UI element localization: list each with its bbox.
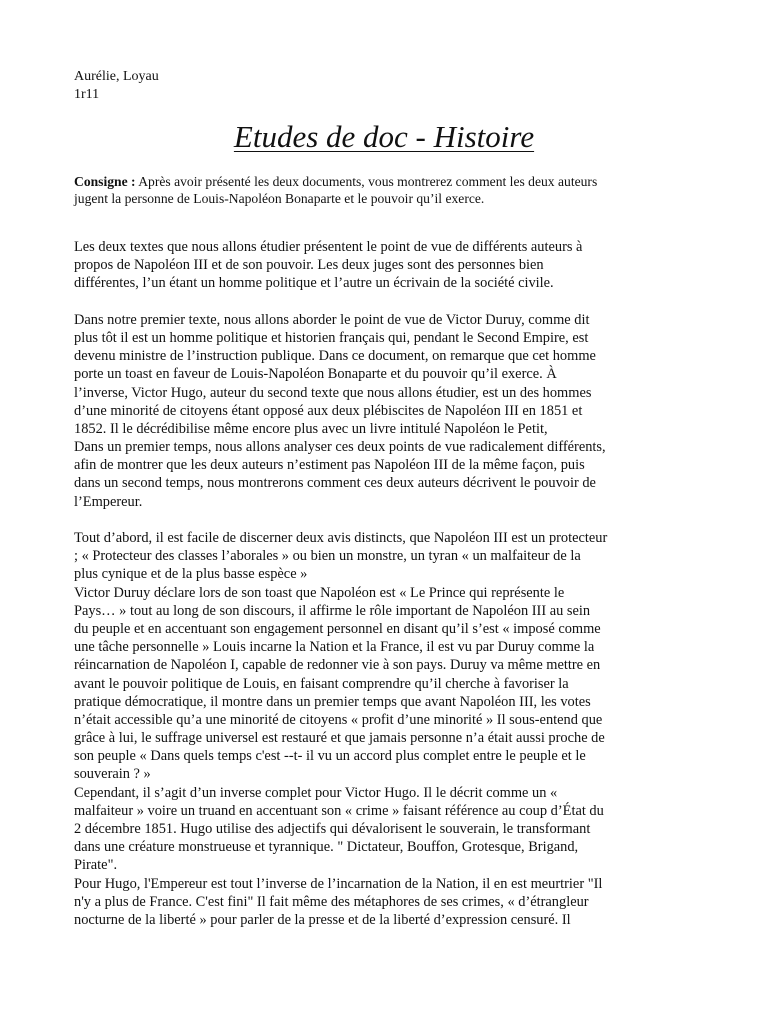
text-line: Dans un premier temps, nous allons analyser ces deux points de vue radicalement différents, — [74, 439, 606, 456]
text-line: différentes, l’un étant un homme politique et l’autre un écrivain de la société civile. — [74, 275, 554, 292]
text-line: avant le pouvoir politique de Louis, en faisant comprendre qu’il cherche à favoriser la — [74, 675, 569, 692]
text-line: son peuple « Dans quels temps c'est --t- il vu un accord plus complet entre le peuple et le — [74, 748, 586, 765]
text-line: Dans notre premier texte, nous allons aborder le point de vue de Victor Duruy, comme dit — [74, 311, 590, 328]
text-line: propos de Napoléon III et de son pouvoir. Les deux juges sont des personnes bien — [74, 257, 544, 274]
text-line: Cependant, il s’agit d’un inverse complet pour Victor Hugo. Il le décrit comme un « — [74, 784, 558, 801]
paragraph-2 — [74, 311, 704, 511]
paragraph-3 — [74, 529, 704, 929]
consigne-line-1 — [74, 173, 714, 190]
text-line: Pour Hugo, l'Empereur est tout l’inverse de l’incarnation de la Nation, il en est meurtrier "Il — [74, 875, 603, 892]
consigne-line-2: jugent la personne de Louis-Napoléon Bonaparte et le pouvoir qu’il exerce. — [74, 191, 485, 206]
text-line: l’Empereur. — [74, 493, 143, 510]
text-line: une tâche personnelle » Louis incarne la Nation et la France, il est vu par Duruy comme la — [74, 639, 595, 656]
text-line: 1852. Il le décrédibilise même encore plus avec un livre intitulé Napoléon le Petit, — [74, 420, 548, 437]
text-line: plus tôt il est un homme politique et historien français qui, pendant le Second Empire, est — [74, 329, 589, 346]
text-line: afin de montrer que les deux auteurs n’estiment pas Napoléon III de la même façon, puis — [74, 457, 585, 474]
text-line: réincarnation de Napoléon I, capable de redonner vie à son pays. Duruy va même mettre en — [74, 657, 601, 674]
text-line: Les deux textes que nous allons étudier présentent le point de vue de différents auteurs à — [74, 239, 583, 255]
paragraph-1 — [74, 238, 704, 293]
text-line: du peuple et en accentuant son engagement personnel en disant qu’il s’est « imposé comme — [74, 620, 601, 637]
text-line: grâce à lui, le suffrage universel est restauré et que jamais personne n’a était aussi proche de — [74, 730, 605, 747]
consigne-label: Consigne : — [74, 174, 136, 189]
consigne-block — [74, 173, 714, 207]
text-line: l’inverse, Victor Hugo, auteur du second texte que nous allons étudier, est un des hommes — [74, 384, 592, 401]
text-line: Tout d’abord, il est facile de discerner deux avis distincts, que Napoléon III est un protecteur — [74, 530, 608, 546]
text-line: Victor Duruy déclare lors de son toast que Napoléon est « Le Prince qui représente le — [74, 584, 565, 601]
document-body — [74, 238, 704, 929]
consigne-text: Après avoir présenté les deux documents, vous montrerez comment les deux auteurs — [135, 174, 598, 189]
author-block — [74, 68, 159, 104]
text-line: malfaiteur » voire un truand en accentuant son « crime » faisant référence au coup d’État du — [74, 802, 604, 819]
text-line: dans une créature monstrueuse et tyrannique. " Dictateur, Bouffon, Grotesque, Brigand, — [74, 839, 579, 856]
text-line: ; « Protecteur des classes l’aborales » ou bien un monstre, un tyran « un malfaiteur de la — [74, 548, 581, 565]
author-name: Aurélie, Loyau — [74, 69, 159, 84]
text-line: d’une minorité de citoyens étant opposé aux deux plébiscites de Napoléon III en 1851 et — [74, 402, 583, 419]
text-line: plus cynique et de la plus basse espèce » — [74, 566, 308, 583]
text-line: nocturne de la liberté » pour parler de la presse et de la liberté d’expression censuré. Il — [74, 911, 571, 928]
text-line: n'y a plus de France. C'est fini" Il fait même des métaphores de ses crimes, « d’étrangleur — [74, 893, 589, 910]
text-line: pratique démocratique, il montre dans un premier temps que avant Napoléon III, les votes — [74, 693, 591, 710]
text-line: Pirate". — [74, 857, 118, 874]
text-line: devenu ministre de l’instruction publique. Dans ce document, on remarque que cet homme — [74, 348, 596, 365]
text-line: souverain ? » — [74, 766, 151, 783]
document-title: Etudes de doc - Histoire — [233, 119, 535, 154]
text-line: 2 décembre 1851. Hugo utilise des adjectifs qui dévalorisent le souverain, le transformant — [74, 821, 591, 837]
text-line: dans un second temps, nous montrerons comment ces deux auteurs décrivent le pouvoir de — [74, 475, 596, 492]
text-line: n’était accessible qu’a une minorité de citoyens « profit d’une minorité » Il sous-entend que — [74, 711, 603, 728]
text-line: porte un toast en faveur de Louis-Napoléon Bonaparte et du pouvoir qu’il exerce. À — [74, 366, 557, 383]
class-label: 1r11 — [74, 87, 100, 102]
text-line: Pays… » tout au long de son discours, il affirme le rôle important de Napoléon III au sein — [74, 602, 591, 619]
